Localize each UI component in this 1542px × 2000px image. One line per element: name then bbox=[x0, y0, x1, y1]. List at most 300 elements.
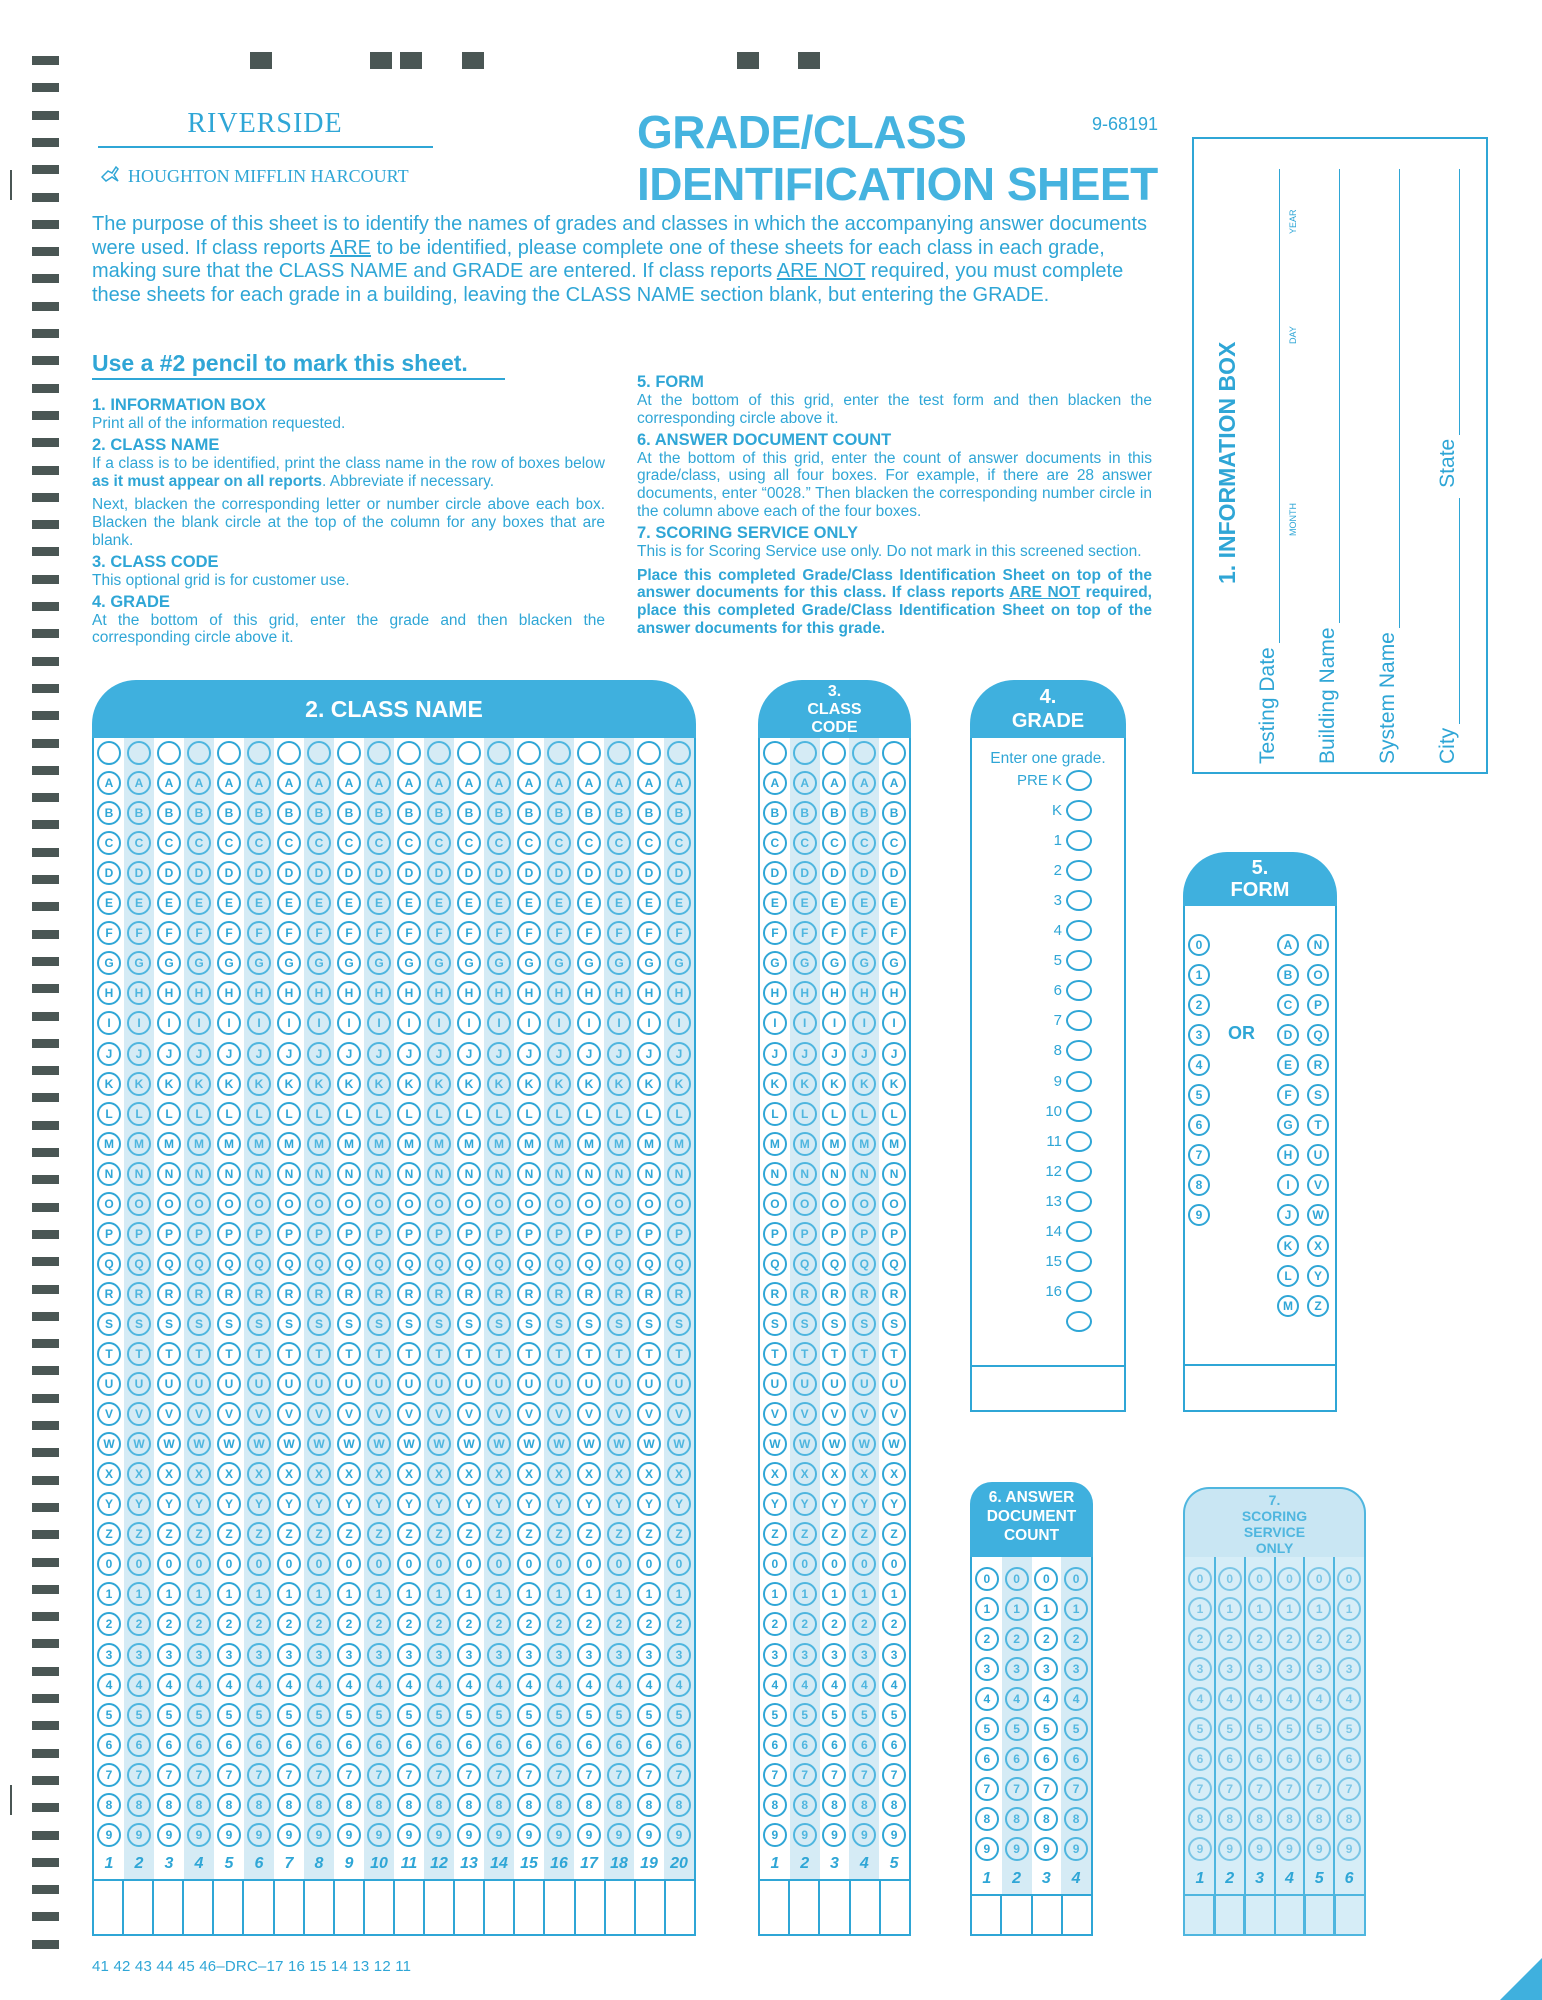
answer-bubble[interactable] bbox=[157, 741, 181, 765]
answer-bubble[interactable]: 0 bbox=[1337, 1567, 1361, 1591]
answer-bubble[interactable]: B bbox=[667, 801, 691, 825]
answer-bubble[interactable]: F bbox=[763, 921, 787, 945]
answer-bubble[interactable]: 6 bbox=[277, 1733, 301, 1757]
answer-bubble[interactable]: 4 bbox=[882, 1673, 906, 1697]
answer-bubble[interactable]: U bbox=[127, 1372, 151, 1396]
answer-bubble[interactable]: 9 bbox=[1005, 1837, 1029, 1861]
answer-bubble[interactable]: T bbox=[577, 1342, 601, 1366]
answer-bubble[interactable]: O bbox=[247, 1192, 271, 1216]
answer-bubble[interactable]: R bbox=[397, 1282, 421, 1306]
answer-bubble[interactable]: G bbox=[793, 951, 817, 975]
answer-bubble[interactable]: F bbox=[127, 921, 151, 945]
answer-bubble[interactable]: 1 bbox=[97, 1582, 121, 1606]
form-bubble[interactable]: U bbox=[1307, 1144, 1329, 1166]
answer-bubble[interactable]: N bbox=[427, 1162, 451, 1186]
answer-bubble[interactable]: H bbox=[127, 981, 151, 1005]
answer-bubble[interactable]: Y bbox=[97, 1492, 121, 1516]
form-bubble[interactable]: 2 bbox=[1188, 994, 1210, 1016]
answer-bubble[interactable]: H bbox=[367, 981, 391, 1005]
answer-bubble[interactable]: 7 bbox=[277, 1763, 301, 1787]
answer-bubble[interactable]: A bbox=[547, 771, 571, 795]
answer-bubble[interactable]: H bbox=[547, 981, 571, 1005]
answer-bubble[interactable]: 4 bbox=[1277, 1687, 1301, 1711]
answer-bubble[interactable]: 4 bbox=[547, 1673, 571, 1697]
answer-bubble[interactable]: 0 bbox=[367, 1552, 391, 1576]
answer-bubble[interactable]: P bbox=[607, 1222, 631, 1246]
answer-bubble[interactable]: S bbox=[427, 1312, 451, 1336]
answer-bubble[interactable]: 2 bbox=[517, 1612, 541, 1636]
answer-bubble[interactable]: Q bbox=[427, 1252, 451, 1276]
answer-bubble[interactable]: 7 bbox=[397, 1763, 421, 1787]
answer-bubble[interactable]: 7 bbox=[1218, 1777, 1242, 1801]
answer-bubble[interactable]: C bbox=[217, 831, 241, 855]
answer-bubble[interactable]: 4 bbox=[367, 1673, 391, 1697]
answer-bubble[interactable] bbox=[427, 741, 451, 765]
entry-box[interactable] bbox=[515, 1881, 545, 1934]
answer-bubble[interactable]: D bbox=[97, 861, 121, 885]
answer-bubble[interactable]: P bbox=[882, 1222, 906, 1246]
answer-bubble[interactable]: K bbox=[547, 1072, 571, 1096]
answer-bubble[interactable]: 1 bbox=[397, 1582, 421, 1606]
answer-bubble[interactable]: 4 bbox=[397, 1673, 421, 1697]
answer-bubble[interactable]: E bbox=[487, 891, 511, 915]
answer-bubble[interactable]: 9 bbox=[607, 1823, 631, 1847]
answer-bubble[interactable]: 7 bbox=[1337, 1777, 1361, 1801]
answer-bubble[interactable]: Z bbox=[763, 1522, 787, 1546]
answer-bubble[interactable]: V bbox=[97, 1402, 121, 1426]
answer-bubble[interactable]: K bbox=[427, 1072, 451, 1096]
answer-bubble[interactable]: X bbox=[822, 1462, 846, 1486]
grade-option-bubble[interactable] bbox=[1066, 800, 1092, 821]
answer-bubble[interactable]: F bbox=[882, 921, 906, 945]
answer-bubble[interactable] bbox=[187, 741, 211, 765]
answer-bubble[interactable]: M bbox=[157, 1132, 181, 1156]
answer-bubble[interactable]: 2 bbox=[882, 1612, 906, 1636]
answer-bubble[interactable]: 6 bbox=[1188, 1747, 1212, 1771]
entry-box[interactable] bbox=[1063, 1896, 1091, 1935]
answer-bubble[interactable]: I bbox=[793, 1011, 817, 1035]
form-bubble[interactable]: Z bbox=[1307, 1295, 1329, 1317]
answer-bubble[interactable] bbox=[307, 741, 331, 765]
answer-bubble[interactable]: C bbox=[457, 831, 481, 855]
answer-bubble[interactable]: 5 bbox=[277, 1703, 301, 1727]
answer-bubble[interactable]: 8 bbox=[217, 1793, 241, 1817]
answer-bubble[interactable]: S bbox=[637, 1312, 661, 1336]
answer-bubble[interactable]: 2 bbox=[217, 1612, 241, 1636]
answer-bubble[interactable]: U bbox=[667, 1372, 691, 1396]
answer-bubble[interactable]: H bbox=[247, 981, 271, 1005]
entry-box[interactable] bbox=[545, 1881, 575, 1934]
answer-bubble[interactable]: Z bbox=[487, 1522, 511, 1546]
answer-bubble[interactable]: L bbox=[457, 1102, 481, 1126]
answer-bubble[interactable]: C bbox=[793, 831, 817, 855]
answer-bubble[interactable]: R bbox=[97, 1282, 121, 1306]
testing-date-field[interactable] bbox=[1256, 169, 1280, 764]
answer-bubble[interactable]: V bbox=[307, 1402, 331, 1426]
answer-bubble[interactable]: W bbox=[547, 1432, 571, 1456]
answer-bubble[interactable]: X bbox=[852, 1462, 876, 1486]
answer-bubble[interactable]: L bbox=[307, 1102, 331, 1126]
answer-bubble[interactable]: E bbox=[397, 891, 421, 915]
answer-bubble[interactable]: 2 bbox=[187, 1612, 211, 1636]
answer-bubble[interactable]: X bbox=[547, 1462, 571, 1486]
answer-bubble[interactable]: J bbox=[852, 1042, 876, 1066]
answer-bubble[interactable]: V bbox=[397, 1402, 421, 1426]
answer-bubble[interactable]: 5 bbox=[427, 1703, 451, 1727]
answer-bubble[interactable]: O bbox=[97, 1192, 121, 1216]
answer-bubble[interactable]: B bbox=[427, 801, 451, 825]
answer-bubble[interactable]: F bbox=[547, 921, 571, 945]
answer-bubble[interactable]: B bbox=[793, 801, 817, 825]
grade-option-bubble[interactable] bbox=[1066, 1251, 1092, 1272]
answer-bubble[interactable]: 7 bbox=[793, 1763, 817, 1787]
form-bubble[interactable]: 7 bbox=[1188, 1144, 1210, 1166]
answer-bubble[interactable]: J bbox=[457, 1042, 481, 1066]
answer-bubble[interactable]: L bbox=[337, 1102, 361, 1126]
answer-bubble[interactable]: D bbox=[337, 861, 361, 885]
answer-bubble[interactable]: N bbox=[157, 1162, 181, 1186]
answer-bubble[interactable]: S bbox=[852, 1312, 876, 1336]
entry-box[interactable] bbox=[606, 1881, 636, 1934]
answer-bubble[interactable]: 3 bbox=[1034, 1657, 1058, 1681]
answer-bubble[interactable]: W bbox=[217, 1432, 241, 1456]
answer-bubble[interactable]: U bbox=[607, 1372, 631, 1396]
answer-bubble[interactable]: 4 bbox=[337, 1673, 361, 1697]
answer-bubble[interactable]: M bbox=[547, 1132, 571, 1156]
answer-bubble[interactable] bbox=[637, 741, 661, 765]
answer-bubble[interactable]: 3 bbox=[427, 1643, 451, 1667]
answer-bubble[interactable]: L bbox=[667, 1102, 691, 1126]
answer-bubble[interactable]: W bbox=[822, 1432, 846, 1456]
answer-bubble[interactable]: 5 bbox=[607, 1703, 631, 1727]
answer-bubble[interactable]: 6 bbox=[487, 1733, 511, 1757]
answer-bubble[interactable]: V bbox=[607, 1402, 631, 1426]
answer-bubble[interactable]: L bbox=[822, 1102, 846, 1126]
answer-bubble[interactable]: J bbox=[247, 1042, 271, 1066]
answer-bubble[interactable]: 6 bbox=[637, 1733, 661, 1757]
form-bubble[interactable]: Q bbox=[1307, 1024, 1329, 1046]
answer-bubble[interactable]: Z bbox=[577, 1522, 601, 1546]
answer-bubble[interactable]: P bbox=[367, 1222, 391, 1246]
answer-bubble[interactable]: J bbox=[157, 1042, 181, 1066]
answer-bubble[interactable]: K bbox=[487, 1072, 511, 1096]
answer-bubble[interactable] bbox=[277, 741, 301, 765]
answer-bubble[interactable]: Y bbox=[487, 1492, 511, 1516]
answer-bubble[interactable]: Q bbox=[487, 1252, 511, 1276]
answer-bubble[interactable]: 8 bbox=[307, 1793, 331, 1817]
answer-bubble[interactable]: O bbox=[517, 1192, 541, 1216]
answer-bubble[interactable] bbox=[852, 741, 876, 765]
answer-bubble[interactable]: C bbox=[637, 831, 661, 855]
answer-bubble[interactable]: O bbox=[397, 1192, 421, 1216]
answer-bubble[interactable]: T bbox=[277, 1342, 301, 1366]
answer-bubble[interactable]: G bbox=[487, 951, 511, 975]
answer-bubble[interactable]: 8 bbox=[1188, 1807, 1212, 1831]
answer-bubble[interactable]: 2 bbox=[1034, 1627, 1058, 1651]
answer-bubble[interactable]: T bbox=[517, 1342, 541, 1366]
answer-bubble[interactable]: E bbox=[457, 891, 481, 915]
answer-bubble[interactable]: 3 bbox=[637, 1643, 661, 1667]
answer-bubble[interactable]: 3 bbox=[975, 1657, 999, 1681]
answer-bubble[interactable]: 4 bbox=[1218, 1687, 1242, 1711]
answer-bubble[interactable]: A bbox=[637, 771, 661, 795]
answer-bubble[interactable]: W bbox=[187, 1432, 211, 1456]
answer-bubble[interactable]: 1 bbox=[367, 1582, 391, 1606]
answer-bubble[interactable]: V bbox=[667, 1402, 691, 1426]
grade-option-bubble[interactable] bbox=[1066, 1010, 1092, 1031]
answer-bubble[interactable]: 5 bbox=[367, 1703, 391, 1727]
answer-bubble[interactable]: Q bbox=[882, 1252, 906, 1276]
answer-bubble[interactable]: B bbox=[247, 801, 271, 825]
answer-bubble[interactable]: 8 bbox=[427, 1793, 451, 1817]
answer-bubble[interactable]: 9 bbox=[577, 1823, 601, 1847]
answer-bubble[interactable]: 4 bbox=[517, 1673, 541, 1697]
form-bubble[interactable]: 5 bbox=[1188, 1084, 1210, 1106]
answer-bubble[interactable]: A bbox=[457, 771, 481, 795]
answer-bubble[interactable]: F bbox=[793, 921, 817, 945]
answer-bubble[interactable]: C bbox=[882, 831, 906, 855]
answer-bubble[interactable]: D bbox=[307, 861, 331, 885]
answer-bubble[interactable]: 8 bbox=[577, 1793, 601, 1817]
answer-bubble[interactable]: C bbox=[127, 831, 151, 855]
answer-bubble[interactable]: 8 bbox=[1307, 1807, 1331, 1831]
answer-bubble[interactable]: T bbox=[97, 1342, 121, 1366]
entry-box[interactable] bbox=[636, 1881, 666, 1934]
entry-box[interactable] bbox=[275, 1881, 305, 1934]
answer-bubble[interactable]: 4 bbox=[637, 1673, 661, 1697]
answer-bubble[interactable]: 5 bbox=[637, 1703, 661, 1727]
answer-bubble[interactable]: U bbox=[187, 1372, 211, 1396]
answer-bubble[interactable]: I bbox=[397, 1011, 421, 1035]
answer-bubble[interactable]: K bbox=[517, 1072, 541, 1096]
answer-bubble[interactable]: C bbox=[577, 831, 601, 855]
answer-bubble[interactable]: 8 bbox=[517, 1793, 541, 1817]
answer-bubble[interactable]: 7 bbox=[217, 1763, 241, 1787]
answer-bubble[interactable]: 7 bbox=[607, 1763, 631, 1787]
answer-bubble[interactable]: 7 bbox=[517, 1763, 541, 1787]
answer-bubble[interactable]: 9 bbox=[127, 1823, 151, 1847]
answer-bubble[interactable]: C bbox=[852, 831, 876, 855]
answer-bubble[interactable]: X bbox=[247, 1462, 271, 1486]
answer-bubble[interactable]: 2 bbox=[127, 1612, 151, 1636]
answer-bubble[interactable]: E bbox=[187, 891, 211, 915]
answer-bubble[interactable]: 1 bbox=[427, 1582, 451, 1606]
answer-bubble[interactable]: 9 bbox=[1337, 1837, 1361, 1861]
answer-bubble[interactable]: J bbox=[397, 1042, 421, 1066]
answer-bubble[interactable]: Q bbox=[637, 1252, 661, 1276]
answer-bubble[interactable]: N bbox=[607, 1162, 631, 1186]
answer-bubble[interactable]: R bbox=[337, 1282, 361, 1306]
answer-bubble[interactable]: G bbox=[607, 951, 631, 975]
answer-bubble[interactable]: Q bbox=[457, 1252, 481, 1276]
answer-bubble[interactable]: I bbox=[763, 1011, 787, 1035]
answer-bubble[interactable]: 5 bbox=[397, 1703, 421, 1727]
entry-box[interactable] bbox=[790, 1881, 820, 1934]
answer-bubble[interactable]: 1 bbox=[822, 1582, 846, 1606]
answer-bubble[interactable]: 7 bbox=[1005, 1777, 1029, 1801]
answer-bubble[interactable]: 5 bbox=[763, 1703, 787, 1727]
answer-bubble[interactable]: D bbox=[277, 861, 301, 885]
answer-bubble[interactable]: G bbox=[577, 951, 601, 975]
answer-bubble[interactable]: N bbox=[793, 1162, 817, 1186]
answer-bubble[interactable]: Q bbox=[822, 1252, 846, 1276]
answer-bubble[interactable]: M bbox=[793, 1132, 817, 1156]
answer-bubble[interactable]: M bbox=[457, 1132, 481, 1156]
answer-bubble[interactable]: E bbox=[247, 891, 271, 915]
answer-bubble[interactable]: U bbox=[367, 1372, 391, 1396]
answer-bubble[interactable]: W bbox=[882, 1432, 906, 1456]
answer-bubble[interactable]: A bbox=[397, 771, 421, 795]
form-bubble[interactable]: S bbox=[1307, 1084, 1329, 1106]
entry-box[interactable] bbox=[455, 1881, 485, 1934]
answer-bubble[interactable]: F bbox=[367, 921, 391, 945]
grade-option-bubble[interactable] bbox=[1066, 1221, 1092, 1242]
answer-bubble[interactable]: I bbox=[427, 1011, 451, 1035]
answer-bubble[interactable]: 5 bbox=[457, 1703, 481, 1727]
answer-bubble[interactable]: 4 bbox=[793, 1673, 817, 1697]
answer-bubble[interactable]: O bbox=[822, 1192, 846, 1216]
answer-bubble[interactable]: M bbox=[822, 1132, 846, 1156]
answer-bubble[interactable]: 1 bbox=[547, 1582, 571, 1606]
answer-bubble[interactable]: R bbox=[127, 1282, 151, 1306]
answer-bubble[interactable]: O bbox=[457, 1192, 481, 1216]
answer-bubble[interactable]: N bbox=[127, 1162, 151, 1186]
answer-bubble[interactable]: R bbox=[457, 1282, 481, 1306]
answer-bubble[interactable]: 8 bbox=[1064, 1807, 1088, 1831]
answer-bubble[interactable]: 6 bbox=[337, 1733, 361, 1757]
answer-bubble[interactable]: L bbox=[97, 1102, 121, 1126]
entry-box[interactable] bbox=[94, 1881, 124, 1934]
answer-bubble[interactable]: 8 bbox=[157, 1793, 181, 1817]
answer-bubble[interactable]: O bbox=[487, 1192, 511, 1216]
answer-bubble[interactable]: 0 bbox=[247, 1552, 271, 1576]
answer-bubble[interactable]: W bbox=[97, 1432, 121, 1456]
building-name-field[interactable] bbox=[1316, 169, 1340, 764]
answer-bubble[interactable]: 6 bbox=[367, 1733, 391, 1757]
answer-bubble[interactable]: 3 bbox=[547, 1643, 571, 1667]
answer-bubble[interactable]: D bbox=[187, 861, 211, 885]
answer-bubble[interactable]: T bbox=[547, 1342, 571, 1366]
entry-box[interactable] bbox=[244, 1881, 274, 1934]
answer-bubble[interactable]: R bbox=[547, 1282, 571, 1306]
answer-bubble[interactable]: O bbox=[157, 1192, 181, 1216]
answer-bubble[interactable]: B bbox=[97, 801, 121, 825]
answer-bubble[interactable]: 7 bbox=[127, 1763, 151, 1787]
answer-bubble[interactable]: Y bbox=[187, 1492, 211, 1516]
answer-bubble[interactable]: B bbox=[822, 801, 846, 825]
answer-bubble[interactable]: I bbox=[667, 1011, 691, 1035]
answer-bubble[interactable]: L bbox=[367, 1102, 391, 1126]
grade-option-bubble[interactable] bbox=[1066, 1191, 1092, 1212]
answer-bubble[interactable]: B bbox=[127, 801, 151, 825]
form-bubble[interactable]: E bbox=[1277, 1054, 1299, 1076]
answer-bubble[interactable]: 4 bbox=[277, 1673, 301, 1697]
answer-bubble[interactable]: A bbox=[127, 771, 151, 795]
answer-bubble[interactable]: R bbox=[367, 1282, 391, 1306]
answer-bubble[interactable]: 4 bbox=[1307, 1687, 1331, 1711]
answer-bubble[interactable]: H bbox=[307, 981, 331, 1005]
answer-bubble[interactable]: N bbox=[367, 1162, 391, 1186]
answer-bubble[interactable] bbox=[127, 741, 151, 765]
answer-bubble[interactable]: 2 bbox=[157, 1612, 181, 1636]
answer-bubble[interactable]: N bbox=[217, 1162, 241, 1186]
answer-bubble[interactable]: X bbox=[637, 1462, 661, 1486]
answer-bubble[interactable]: 0 bbox=[277, 1552, 301, 1576]
form-bubble[interactable]: I bbox=[1277, 1174, 1299, 1196]
answer-bubble[interactable]: U bbox=[547, 1372, 571, 1396]
grade-option-bubble[interactable] bbox=[1066, 1311, 1092, 1332]
answer-bubble[interactable]: L bbox=[397, 1102, 421, 1126]
answer-bubble[interactable]: H bbox=[637, 981, 661, 1005]
answer-bubble[interactable]: 7 bbox=[547, 1763, 571, 1787]
answer-bubble[interactable]: L bbox=[637, 1102, 661, 1126]
answer-bubble[interactable]: D bbox=[547, 861, 571, 885]
answer-bubble[interactable]: Z bbox=[667, 1522, 691, 1546]
answer-bubble[interactable]: B bbox=[763, 801, 787, 825]
answer-bubble[interactable]: 0 bbox=[607, 1552, 631, 1576]
answer-bubble[interactable]: X bbox=[487, 1462, 511, 1486]
answer-bubble[interactable]: 9 bbox=[852, 1823, 876, 1847]
answer-bubble[interactable]: Y bbox=[793, 1492, 817, 1516]
form-bubble[interactable]: 4 bbox=[1188, 1054, 1210, 1076]
answer-bubble[interactable]: B bbox=[457, 801, 481, 825]
answer-bubble[interactable]: M bbox=[247, 1132, 271, 1156]
answer-bubble[interactable]: 1 bbox=[763, 1582, 787, 1606]
answer-bubble[interactable]: O bbox=[427, 1192, 451, 1216]
answer-bubble[interactable]: B bbox=[367, 801, 391, 825]
answer-bubble[interactable]: E bbox=[607, 891, 631, 915]
answer-bubble[interactable]: 0 bbox=[975, 1567, 999, 1591]
answer-bubble[interactable]: 6 bbox=[307, 1733, 331, 1757]
answer-bubble[interactable]: 3 bbox=[763, 1643, 787, 1667]
entry-box[interactable] bbox=[1306, 1896, 1336, 1935]
answer-bubble[interactable]: 6 bbox=[975, 1747, 999, 1771]
answer-bubble[interactable]: R bbox=[577, 1282, 601, 1306]
answer-bubble[interactable]: M bbox=[852, 1132, 876, 1156]
answer-bubble[interactable]: Z bbox=[427, 1522, 451, 1546]
answer-bubble[interactable]: G bbox=[457, 951, 481, 975]
answer-bubble[interactable]: 5 bbox=[1218, 1717, 1242, 1741]
answer-bubble[interactable]: F bbox=[217, 921, 241, 945]
answer-bubble[interactable]: X bbox=[882, 1462, 906, 1486]
entry-box[interactable] bbox=[1215, 1896, 1245, 1935]
answer-bubble[interactable]: T bbox=[397, 1342, 421, 1366]
answer-bubble[interactable]: G bbox=[427, 951, 451, 975]
answer-bubble[interactable]: 4 bbox=[307, 1673, 331, 1697]
answer-bubble[interactable]: Z bbox=[187, 1522, 211, 1546]
answer-bubble[interactable]: Z bbox=[367, 1522, 391, 1546]
city-input-line[interactable] bbox=[1440, 498, 1460, 724]
answer-bubble[interactable]: S bbox=[397, 1312, 421, 1336]
form-bubble[interactable]: 3 bbox=[1188, 1024, 1210, 1046]
answer-bubble[interactable]: T bbox=[457, 1342, 481, 1366]
answer-bubble[interactable]: 5 bbox=[577, 1703, 601, 1727]
answer-bubble[interactable]: T bbox=[187, 1342, 211, 1366]
answer-bubble[interactable]: 9 bbox=[187, 1823, 211, 1847]
answer-bubble[interactable]: M bbox=[217, 1132, 241, 1156]
answer-bubble[interactable]: 9 bbox=[1064, 1837, 1088, 1861]
answer-bubble[interactable]: W bbox=[517, 1432, 541, 1456]
answer-bubble[interactable]: O bbox=[577, 1192, 601, 1216]
answer-bubble[interactable]: 0 bbox=[1307, 1567, 1331, 1591]
answer-bubble[interactable]: A bbox=[517, 771, 541, 795]
answer-bubble[interactable]: 1 bbox=[667, 1582, 691, 1606]
form-bubble[interactable]: T bbox=[1307, 1114, 1329, 1136]
answer-bubble[interactable]: N bbox=[637, 1162, 661, 1186]
answer-bubble[interactable]: 2 bbox=[487, 1612, 511, 1636]
answer-bubble[interactable]: O bbox=[127, 1192, 151, 1216]
answer-bubble[interactable]: N bbox=[397, 1162, 421, 1186]
